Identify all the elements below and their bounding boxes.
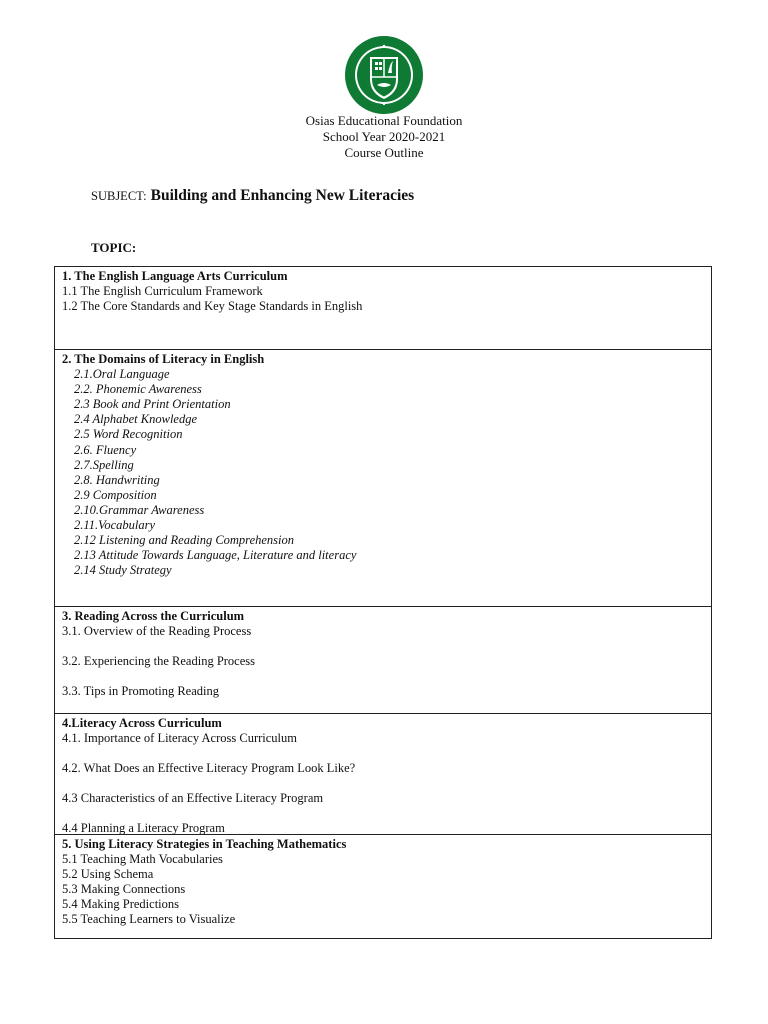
- outline-item: 2.4 Alphabet Knowledge: [74, 412, 198, 427]
- outline-item: 5.5 Teaching Learners to Visualize: [62, 912, 236, 927]
- outline-item: 1.2 The Core Standards and Key Stage Standards in English: [62, 299, 363, 314]
- subject-value: Building and Enhancing New Literacies: [150, 187, 415, 204]
- outline-section-3: [55, 606, 711, 713]
- outline-section-4: [55, 713, 711, 834]
- outline-item: 2.11.Vocabulary: [74, 518, 156, 533]
- outline-item: 4.1. Importance of Literacy Across Curriculum: [62, 731, 297, 746]
- outline-item: 3.1. Overview of the Reading Process: [62, 624, 252, 639]
- outline-item: 2.9 Composition: [74, 487, 157, 502]
- outline-section-1: [55, 267, 711, 349]
- outline-item: 4.3 Characteristics of an Effective Literacy Program: [62, 791, 324, 806]
- doc-type: Course Outline: [344, 145, 424, 160]
- outline-item: 2.12 Listening and Reading Comprehension: [74, 533, 295, 548]
- seal-icon: [344, 35, 424, 115]
- section-title: 1. The English Language Arts Curriculum: [62, 269, 288, 283]
- outline-item: 2.7.Spelling: [74, 457, 134, 472]
- outline-item: 4.2. What Does an Effective Literacy Program Look Like?: [62, 761, 356, 776]
- outline-item: 5.2 Using Schema: [62, 867, 154, 882]
- outline-item: 3.3. Tips in Promoting Reading: [62, 684, 219, 699]
- outline-item: 4.4 Planning a Literacy Program: [62, 821, 225, 836]
- outline-item: 5.1 Teaching Math Vocabularies: [62, 852, 223, 867]
- outline-item: 5.3 Making Connections: [62, 882, 186, 897]
- outline-item: 1.1 The English Curriculum Framework: [62, 284, 263, 299]
- outline-item: 2.8. Handwriting: [74, 472, 160, 487]
- outline-table: [54, 266, 712, 939]
- org-name: Osias Educational Foundation: [305, 113, 463, 128]
- section-title: 4.Literacy Across Curriculum: [62, 716, 222, 730]
- subject-line: [91, 187, 414, 205]
- outline-item: 2.1.Oral Language: [74, 367, 170, 382]
- outline-item: 2.14 Study Strategy: [74, 563, 172, 578]
- document-header: [0, 113, 768, 161]
- school-year: School Year 2020-2021: [322, 129, 446, 144]
- outline-item: 2.13 Attitude Towards Language, Literature and literacy: [74, 548, 357, 563]
- outline-item: 3.2. Experiencing the Reading Process: [62, 654, 256, 669]
- outline-item: 2.2. Phonemic Awareness: [74, 382, 202, 397]
- outline-item: 5.4 Making Predictions: [62, 897, 180, 912]
- outline-section-5: [55, 834, 711, 938]
- outline-item: 2.5 Word Recognition: [74, 427, 183, 442]
- topic-label: TOPIC:: [91, 240, 137, 255]
- section-title: 3. Reading Across the Curriculum: [62, 609, 245, 623]
- outline-item: 2.6. Fluency: [74, 442, 137, 457]
- outline-item: 2.10.Grammar Awareness: [74, 502, 205, 517]
- subject-label: SUBJECT:: [91, 189, 147, 203]
- section-title: 2. The Domains of Literacy in English: [62, 352, 265, 366]
- outline-section-2: [55, 349, 711, 606]
- section-title: 5. Using Literacy Strategies in Teaching Mathematics: [62, 837, 347, 851]
- outline-item: 2.3 Book and Print Orientation: [74, 397, 231, 412]
